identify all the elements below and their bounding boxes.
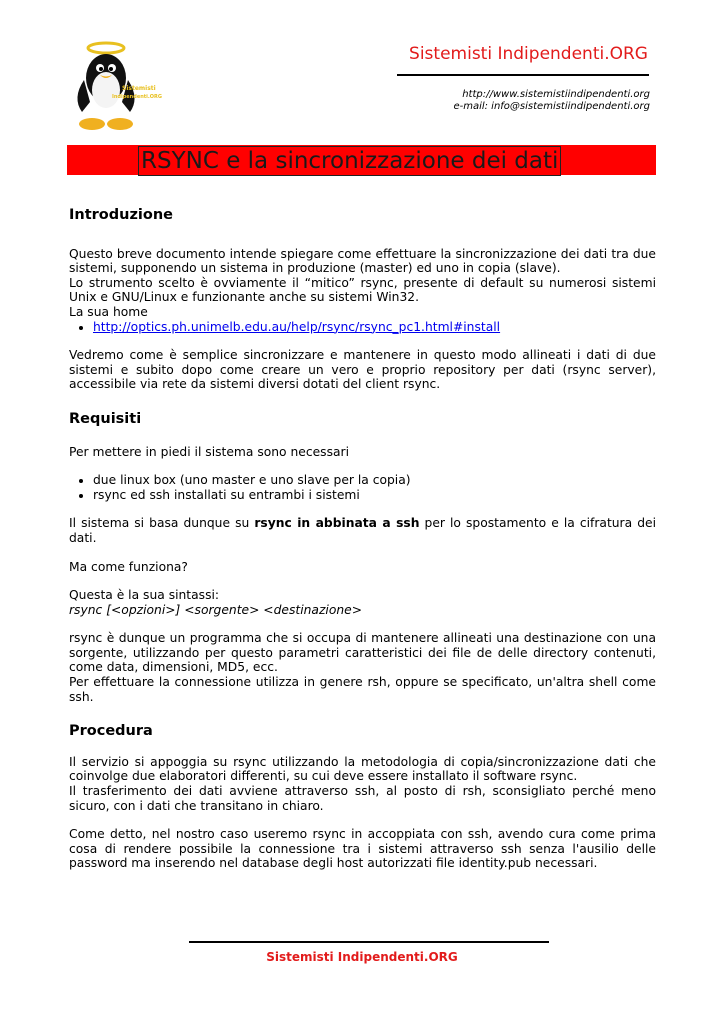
heading-introduzione: Introduzione bbox=[69, 207, 173, 223]
list-item: • due linux box (uno master e uno slave per la copia) bbox=[93, 473, 656, 488]
site-name: Sistemisti Indipendenti.ORG bbox=[409, 44, 648, 64]
header-divider bbox=[397, 74, 649, 76]
intro-paragraph-3: La sua home bbox=[69, 304, 148, 319]
document-title: RSYNC e la sincronizzazione dei dati bbox=[138, 146, 561, 176]
procedura-paragraph-2: Il trasferimento dei dati avviene attraverso ssh, al posto di rsh, sconsigliato perché meno sicuro, con i dati che transitano in chiaro. bbox=[69, 784, 656, 813]
document-body bbox=[69, 208, 656, 871]
list-item: • rsync ed ssh installati su entrambi i sistemi bbox=[93, 488, 656, 503]
rsync-home-link[interactable]: http://optics.ph.unimelb.edu.au/help/rsync/rsync_pc1.html#install bbox=[93, 319, 501, 334]
requisiti-paragraph-1: Per mettere in piedi il sistema sono necessari bbox=[69, 444, 350, 459]
syntax-line: rsync [<opzioni>] <sorgente> <destinazione> bbox=[69, 602, 363, 617]
requisiti-paragraph-5: rsync è dunque un programma che si occupa di mantenere allineati una destinazione con una sorgente, utilizzando per questo parametri caratteristici dei file de delle directory contenuti, come data, dimensioni, MD5, ecc. bbox=[69, 631, 656, 675]
heading-requisiti: Requisiti bbox=[69, 410, 142, 427]
requisiti-list bbox=[69, 473, 656, 502]
procedura-paragraph-1: Il servizio si appoggia su rsync utilizzando la metodologia di copia/sincronizzazione dati che coinvolge due elaboratori differenti, su cui deve essere installato il software rsync. bbox=[69, 754, 656, 784]
site-url[interactable]: http://www.sistemistiindipendenti.org bbox=[462, 89, 650, 100]
footer-site-name: Sistemisti Indipendenti.ORG bbox=[266, 950, 458, 964]
text-span: Il sistema si basa dunque su bbox=[69, 516, 255, 531]
contact-block bbox=[453, 89, 650, 113]
logo-text-1: Sistemisti bbox=[122, 85, 156, 92]
tux-angel-logo bbox=[60, 40, 162, 132]
intro-paragraph-4: Vedremo come è semplice sincronizzare e mantenere in questo modo allineati i dati di due sistemi e subito dopo come creare un vero e proprio repository per dati (rsync server), accessibile via rete da sistemi diversi dotati del client rsync. bbox=[69, 348, 656, 392]
requisiti-paragraph-3: Ma come funziona? bbox=[69, 559, 188, 574]
contact-email[interactable]: e-mail: info@sistemistiindipendenti.org bbox=[453, 101, 650, 112]
list-item bbox=[93, 320, 656, 335]
heading-procedura: Procedura bbox=[69, 723, 153, 740]
bold-text: rsync in abbinata a ssh bbox=[254, 516, 420, 531]
logo-text-2: Indipendenti.ORG bbox=[112, 94, 162, 100]
procedura-paragraph-3: Come detto, nel nostro caso useremo rsync in accoppiata con ssh, avendo cura come prima cosa di rendere possibile la connessione tra i sistemi attraverso ssh senza l'ausilio delle password ma inserendo nel database degli host autorizzati file identity.pub necessari. bbox=[69, 827, 656, 871]
intro-paragraph-1: Questo breve documento intende spiegare come effettuare la sincronizzazione dei dati tra due sistemi, supponendo un sistema in produzione (master) ed uno in copia (slave). bbox=[69, 246, 656, 276]
intro-link-list bbox=[69, 320, 656, 335]
footer-divider bbox=[189, 941, 549, 943]
intro-paragraph-2: Lo strumento scelto è ovviamente il “mitico” rsync, presente di default su numerosi sistemi Unix e GNU/Linux e funzionante anche su sistemi Win32. bbox=[69, 275, 656, 305]
requisiti-paragraph-6: Per effettuare la connessione utilizza in genere rsh, oppure se specificato, un'altra shell come ssh. bbox=[69, 675, 656, 704]
requisiti-paragraph-2 bbox=[69, 516, 656, 545]
requisiti-paragraph-4: Questa è la sua sintassi: bbox=[69, 588, 220, 603]
text-span: per lo spostamento e la cifratura dei dati. bbox=[69, 516, 656, 545]
